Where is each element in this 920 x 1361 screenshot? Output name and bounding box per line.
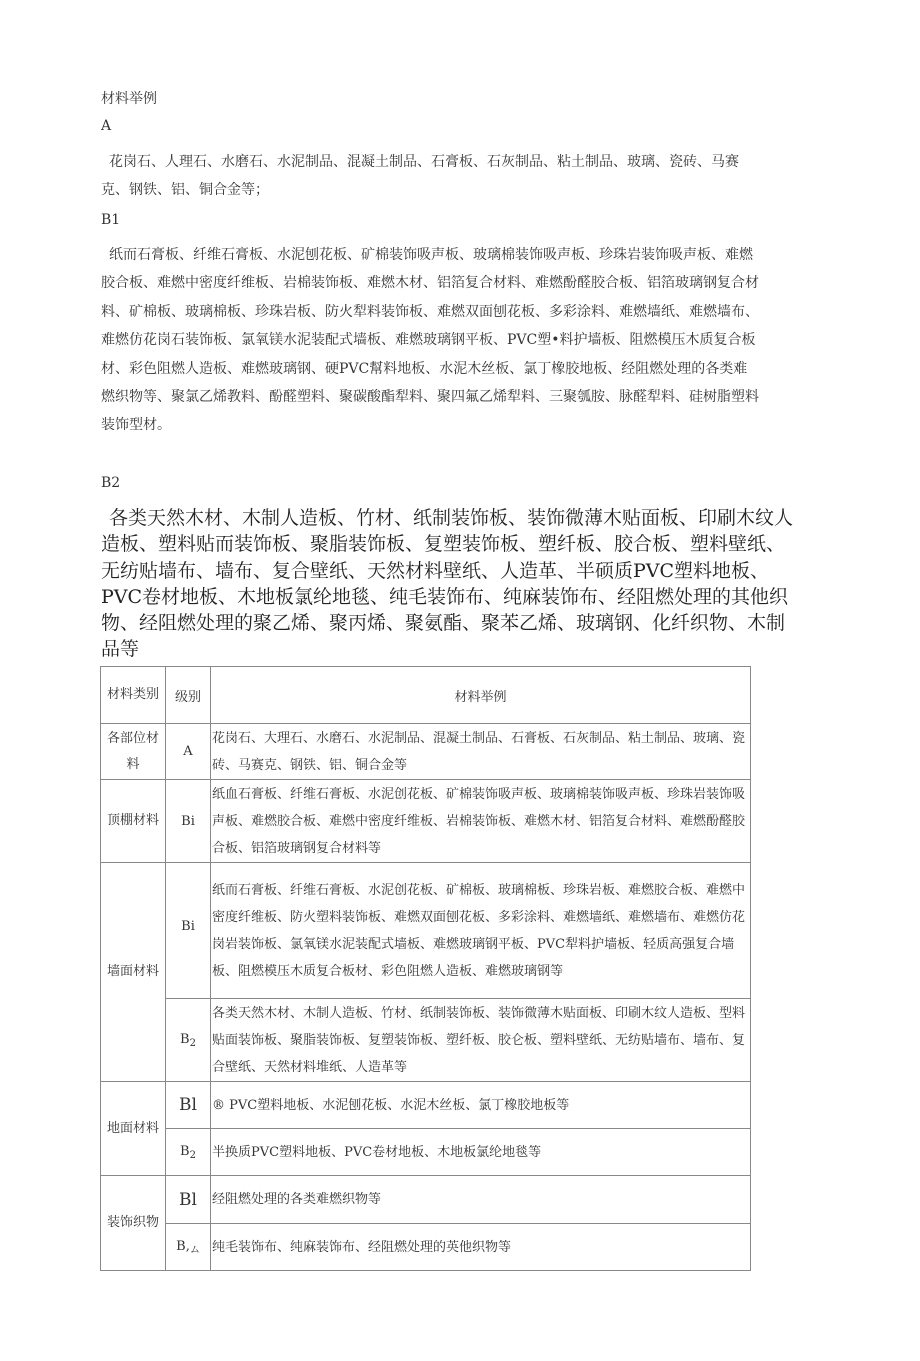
grade-a-examples: 花岗石、人理石、水磨石、水泥制品、混凝土制品、石膏板、石灰制品、粘土制品、玻璃、瓷砖、马赛克、钢铁、铝、铜合金等；: [101, 154, 739, 199]
header-grade: 级别: [166, 667, 211, 724]
grade-heading-b2: B2: [101, 475, 121, 491]
category-cell: 装饰织物: [101, 1176, 166, 1271]
category-cell: 各部位材料: [101, 724, 166, 780]
table-row: [101, 999, 751, 1082]
grade-b2-examples: 各类天然木材、木制人造板、竹材、纸制装饰板、装饰微薄木贴面板、印刷木纹人造板、塑料贴而装饰板、聚脂装饰板、复塑装饰板、塑纤板、胶合板、塑料壁纸、无纺贴墙布、墙布、复合壁纸、天然材料壁纸、人造革、半硕质PVC塑料地板、PVC卷材地板、木地板氯纶地毯、纯毛装饰布、纯麻装饰布、经阻燃处理的其他织物、经阻燃处理的聚乙烯、聚丙烯、聚氨酯、聚苯乙烯、玻璃钢、化纤织物、木制品等: [101, 507, 794, 661]
grade-cell: [166, 1129, 211, 1176]
grade-heading-a: A: [101, 118, 112, 134]
table-row: [101, 1176, 751, 1224]
grade-base: B,: [176, 1238, 190, 1254]
grade-cell: Bl: [166, 1082, 211, 1129]
examples-cell: 各类天然木材、木制人造板、竹材、纸制装饰板、装饰微薄木贴面板、印刷木纹人造板、型料贴面装饰板、聚脂装饰板、复塑装饰板、塑纤板、胶仑板、塑料壁纸、无纺贴墙布、墙布、复合壁纸、天然材料堆纸、人造革等: [211, 999, 751, 1082]
category-cell: 地面材料: [101, 1082, 166, 1176]
grade-subscript: ム: [189, 1244, 200, 1256]
table-row: [101, 1082, 751, 1129]
material-classification-table: [100, 666, 751, 1271]
table-row: [101, 724, 751, 780]
category-cell: 墙面材料: [101, 863, 166, 1082]
grade-cell: A: [166, 724, 211, 780]
table-row: [101, 863, 751, 999]
header-examples: 材料举例: [211, 667, 751, 724]
page-title: 材料举例: [101, 91, 157, 107]
examples-cell: 经阻燃处理的各类难燃织物等: [211, 1176, 751, 1224]
grade-cell: [166, 1224, 211, 1271]
category-cell: 顶棚材料: [101, 780, 166, 863]
grade-subscript: 2: [189, 1037, 196, 1049]
examples-cell: 花岗石、大理石、水磨石、水泥制品、混凝土制品、石膏板、石灰制品、粘土制品、玻璃、瓷砖、马赛克、钢铁、铝、铜合金等: [211, 724, 751, 780]
examples-cell: 纸血石膏板、纤维石膏板、水泥创花板、矿棉装饰吸声板、玻璃棉装饰吸声板、珍珠岩装饰吸声板、难燃胶合板、难燃中密度纤维板、岩棉装饰板、难燃木材、铝箔复合材料、难燃酚醛胶合板、铝箔玻璃钢复合材料等: [211, 780, 751, 863]
examples-cell: 纯毛装饰布、纯麻装饰布、经阻燃处理的英他织物等: [211, 1224, 751, 1271]
header-category: 材料类别: [101, 667, 166, 724]
grade-cell: Bl: [166, 1176, 211, 1224]
grade-cell: Bi: [166, 780, 211, 863]
grade-base: B: [180, 1143, 190, 1159]
grade-cell: Bi: [166, 863, 211, 999]
table-row: [101, 780, 751, 863]
grade-base: B: [180, 1031, 190, 1047]
table-header-row: [101, 667, 751, 724]
examples-cell: 纸而石膏板、纤维石膏板、水泥创花板、矿棉板、玻璃棉板、珍珠岩板、难燃胶合板、难燃中密度纤维板、防火塑料装饰板、难燃双面刨花板、多彩涂料、难燃墙纸、难燃墙布、难燃仿花岗岩装饰板、氯氧镁水泥装配式墙板、难燃玻璃钢平板、PVC犁料护墙板、轻质高强复合墙板、阻燃模压木质复合板材、彩色阻燃人造板、难燃玻璃钢等: [211, 863, 751, 999]
table-row: [101, 1129, 751, 1176]
examples-cell: ® PVC塑料地板、水泥刨花板、水泥木丝板、氯丁橡胶地板等: [211, 1082, 751, 1129]
table-row: [101, 1224, 751, 1271]
grade-b1-examples: 纸而石膏板、纤维石膏板、水泥刨花板、矿棉装饰吸声板、玻璃棉装饰吸声板、珍珠岩装饰吸声板、难燃胶合板、难燃中密度纤维板、岩棉装饰板、难燃木材、铝箔复合材料、难燃酚醛胶合板、铝箔玻璃钢复合材料、矿棉板、玻璃棉板、珍珠岩板、防火犁料装饰板、难燃双面刨花板、多彩涂料、难燃墙纸、难燃墙布、难燃仿花岗石装饰板、氯氧镁水泥装配式墙板、难燃玻璃钢平板、PVC塑•料护墙板、阻燃模压木质复合板材、彩色阻燃人造板、难燃玻璃钢、硬PVC幫料地板、水泥木丝板、氯丁橡胶地板、经阻燃处理的各类难燃织物等、聚氯乙烯教料、酚醛塑料、聚碳酸酯犁料、聚四氟乙烯犁料、三聚瓠胺、脉醛犁料、硅树脂塑料装饰型材。: [101, 247, 759, 434]
examples-cell: 半换质PVC塑料地板、PVC卷材地板、木地板氯纶地毯等: [211, 1129, 751, 1176]
grade-cell: [166, 999, 211, 1082]
grade-subscript: 2: [189, 1149, 196, 1161]
grade-heading-b1: B1: [101, 212, 121, 228]
